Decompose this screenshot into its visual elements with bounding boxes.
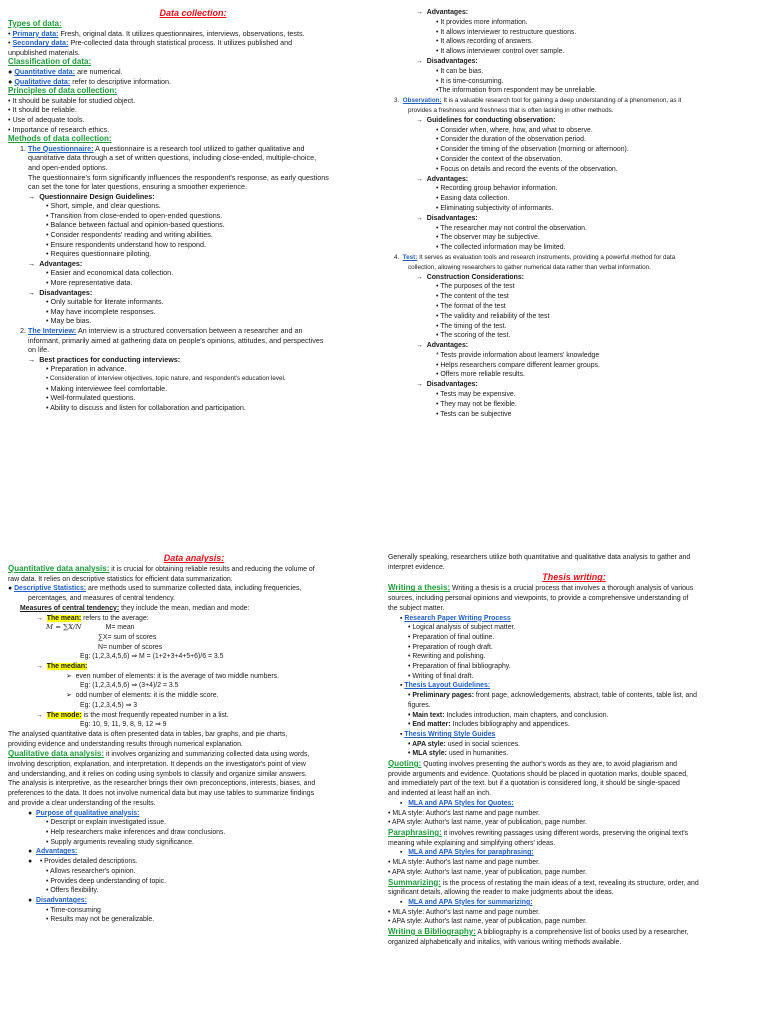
list-item: • Consider the timing of the observation (morning or afternoon). xyxy=(436,146,629,154)
text-line: meaning while explaining and simplifying others' ideas. xyxy=(388,839,556,847)
text-line: raw data. It relies on descriptive statistics for efficient data summarization. xyxy=(8,575,233,583)
median-even: ➢ even number of elements: it is the average of two middle numbers. xyxy=(66,672,279,680)
list-item: • Balance between factual and opinion-based questions. xyxy=(46,220,225,230)
list-item: • Use of adequate tools. xyxy=(8,114,85,124)
mp-heading: ▪ MLA and APA Styles for paraphrasing: xyxy=(400,849,534,857)
heading-methods: Methods of data collection: xyxy=(8,134,112,144)
text-line: providing evidence and understanding results through numerical explanation. xyxy=(8,740,243,748)
text-line: and provide a clear understanding of the results. xyxy=(8,799,156,807)
list-item: • APA style: Author's last name, year of publication, page number. xyxy=(388,868,587,876)
text-line: informant, primarily aimed at gathering data on people's opinions, attitudes, and perspectives xyxy=(28,335,324,345)
list-item: • Preparation of final bibliography. xyxy=(408,663,511,671)
item-secondary-data-cont: unpublished materials. xyxy=(8,47,80,57)
list-item: • Tests can be subjective xyxy=(436,410,512,418)
list-item: • The observer may be subjective. xyxy=(436,234,540,242)
mq-heading: ▪ MLA and APA Styles for Quotes: xyxy=(400,799,514,807)
list-item: • Easier and economical data collection. xyxy=(46,268,174,278)
method-interview: 2. The Interview: An interview is a structured conversation between a researcher and an xyxy=(20,326,303,335)
apa-style: • APA style: used in social sciences. xyxy=(408,740,521,748)
subheading-disadvantages: → Disadvantages: xyxy=(28,287,93,297)
text-line: ∑X= sum of scores xyxy=(98,633,157,641)
list-item: • Short, simple, and clear questions. xyxy=(46,201,161,211)
text-line: The analysis is interpretive, as the researcher brings their own preconceptions, interests, biases, and xyxy=(8,780,316,788)
descriptive-statistics: ● Descriptive Statistics: are methods used to summarize collected data, including frequencies, xyxy=(8,585,302,593)
summarizing: Summarizing: is the process of restating the main ideas of a text, revealing its structure, order, and xyxy=(388,877,699,887)
heading-classification: Classification of data: xyxy=(8,57,92,67)
text-line: quantitative data through a set of written questions, including close-ended, multiple-choice, xyxy=(28,153,317,163)
list-item: • Descript or explain investigated issue. xyxy=(46,819,166,827)
text-line: and immediately part of the text. but if a quotation is considered long, it should be single-spaced xyxy=(388,780,680,788)
quoting: Quoting: Quoting involves presenting the author's words as they are, to avoid plagiarism and xyxy=(388,759,677,769)
section-title-thesis-writing: Thesis writing: xyxy=(542,572,606,583)
list-item: • Consider the context of the observation. xyxy=(436,155,563,163)
paraphrasing: Paraphrasing: it involves rewriting passages using different words, preserving the original text's xyxy=(388,827,689,837)
subheading-advantages: → Advantages: xyxy=(28,258,83,268)
measures-central-tendency: Measures of central tendency: they include the mean, median and mode: xyxy=(20,604,250,612)
list-item: • MLA style: Author's last name and page number. xyxy=(388,859,540,867)
list-item: • MLA style: Author's last name and page number. xyxy=(388,908,540,916)
qualitative-analysis: Qualitative data analysis: it involves organizing and summarizing collected data using words, xyxy=(8,749,310,759)
text-line: collection, allowing researchers to gather numerical data rather than verbal information. xyxy=(408,263,651,271)
text-line: interpret evidence. xyxy=(388,563,445,571)
list-item: • Writing of final draft. xyxy=(408,672,474,680)
list-item: • Easing data collection. xyxy=(436,195,510,203)
mode-row: → The mode: is the most frequently repeated number in a list. xyxy=(36,711,229,719)
preliminary-pages: • Preliminary pages: front page, acknowledgements, abstract, table of contents, table list, and xyxy=(408,692,697,700)
list-item: • The purposes of the test xyxy=(436,283,515,291)
list-item: • Eliminating subjectivity of informants. xyxy=(436,204,554,212)
text-line: and indented at least half an inch. xyxy=(388,790,492,798)
list-item: • Ensure respondents understand how to respond. xyxy=(46,239,206,249)
list-item: • It provides more information. xyxy=(436,18,528,26)
qual-disadvantages-heading: ● Disadvantages: xyxy=(28,896,87,904)
list-item: •The information from respondent may be unreliable. xyxy=(436,87,597,95)
list-item: • More representative data. xyxy=(46,278,133,288)
subheading-questionnaire-design: → Questionnaire Design Guidelines: xyxy=(28,191,155,201)
list-item: • Allows researcher's opinion. xyxy=(46,867,136,875)
list-item: • It can be bias. xyxy=(436,67,484,75)
end-matter: • End matter: Includes bibliography and appendices. xyxy=(408,721,570,729)
text-line: The questionnaire's form significantly influences the respondent's response, as early questions xyxy=(28,172,329,182)
list-item: • The validity and reliability of the test xyxy=(436,312,550,320)
list-item: • MLA style: Author's last name and page number. xyxy=(388,809,540,817)
method-observation: 3. Observation: It is a valuable research tool for gaining a deep understanding of a phenomenon, as it xyxy=(394,97,682,105)
list-item: • It is time-consuming. xyxy=(436,77,504,85)
list-item: • Logical analysis of subject matter. xyxy=(408,624,516,632)
text-line: organized alphabetically and initalics, with various writing methods available. xyxy=(388,938,622,946)
subheading-interview-advantages: → Advantages: xyxy=(416,9,469,16)
subheading-interview-disadvantages: → Disadvantages: xyxy=(416,57,478,65)
quantitative-analysis: Quantitative data analysis: it is crucial for obtaining reliable results and reducing the volume of xyxy=(8,564,315,573)
heading-principles: Principles of data collection: xyxy=(8,86,117,96)
median-example-odd: Eg: (1,2,3,4,5) ⇒ 3 xyxy=(80,701,138,709)
list-item: • Consideration of interview objectives, topic nature, and respondent's education level. xyxy=(46,374,286,382)
list-item: * Tests provide information about learners' knowledge xyxy=(436,351,600,359)
subheading-observation-guidelines: → Guidelines for conducting observation: xyxy=(416,116,556,124)
list-item: ● • Provides detailed descriptions. xyxy=(28,858,138,866)
data-analysis-column xyxy=(8,553,380,925)
mla-style: • MLA style: used in humanities. xyxy=(408,750,509,758)
subheading-construction: → Construction Considerations: xyxy=(416,273,524,281)
list-item: • The researcher may not control the observation. xyxy=(436,224,587,232)
subheading-observation-disadvantages: → Disadvantages: xyxy=(416,214,478,222)
main-text: • Main text: Includes introduction, main chapters, and conclusion. xyxy=(408,711,609,719)
text-line: on life. xyxy=(28,345,50,355)
list-item: • It allows interviewer control over sample. xyxy=(436,48,565,56)
mode-example: Eg: 10, 9, 11, 9, 8, 9, 12 ⇒ 9 xyxy=(80,721,167,729)
rwp-heading: ▪ Research Paper Writing Process xyxy=(400,614,511,622)
thesis-writing-column xyxy=(388,553,760,947)
list-item: • It should be suitable for studied object. xyxy=(8,95,136,105)
text-line: the subject matter. xyxy=(388,604,445,612)
principles-list xyxy=(8,96,378,134)
list-item: • Consider the duration of the observation period. xyxy=(436,136,586,144)
list-item: • Transition from close-ended to open-ended questions. xyxy=(46,210,223,220)
list-item: • The format of the test xyxy=(436,302,506,310)
tlg-heading: ▪ Thesis Layout Guidelines: xyxy=(400,682,491,690)
method-questionnaire: 1. The Questionnaire: A questionnaire is a research tool utilized to gather qualitative and xyxy=(20,143,305,153)
list-item: • Help researchers make inferences and draw conclusions. xyxy=(46,828,226,836)
text-line: figures. xyxy=(408,701,431,709)
list-item: • The scoring of the test. xyxy=(436,332,511,340)
list-item: • They may not be flexible. xyxy=(436,400,517,408)
purpose-heading: ● Purpose of qualitative analysis: xyxy=(28,809,140,817)
list-item: • The collected information may be limited. xyxy=(436,244,566,252)
list-item: • Supply arguments revealing study significance. xyxy=(46,838,194,846)
subheading-test-disadvantages: → Disadvantages: xyxy=(416,381,478,389)
section-title-data-analysis: Data analysis: xyxy=(163,553,225,563)
list-item: • Consider respondents' reading and writing abilities. xyxy=(46,230,213,240)
list-item: • Ability to discuss and listen for collaboration and participation. xyxy=(46,402,246,412)
list-item: • Importance of research ethics. xyxy=(8,124,110,134)
list-item: • Results may not be generalizable. xyxy=(46,916,155,924)
item-primary-data: • Primary data: Fresh, original data. It utilizes questionnaires, interviews, observations, tests. xyxy=(8,28,305,38)
text-line: can set the tone for later questions, ensuring a smoother experience. xyxy=(28,182,247,192)
list-item: • Consider when, where, how, and what to observe. xyxy=(436,126,593,134)
writing-thesis: Writing a thesis: Writing a thesis is a crucial process that involves a thorough analysis of various xyxy=(388,583,694,593)
list-item: • APA style: Author's last name, year of publication, page number. xyxy=(388,918,587,926)
bibliography: Writing a Bibliography: A bibliography is a comprehensive list of books used by a researcher, xyxy=(388,927,689,937)
list-item: • It should be reliable. xyxy=(8,105,77,115)
item-secondary-data: • Secondary data: Pre-collected data through statistical process. It utilizes published and xyxy=(8,38,293,48)
mean-example: Eg: (1,2,3,4,5,6) ⇒ M = (1+2+3+4+5+6)/6 = 3.5 xyxy=(80,653,224,661)
list-item: • Preparation of final outline. xyxy=(408,633,495,641)
text-line: percentages, and measures of central tendency. xyxy=(28,595,175,603)
median-row: → The median: xyxy=(36,663,88,671)
section-title-data-collection: Data collection: xyxy=(159,8,227,18)
list-item: • Making interviewee feel comfortable. xyxy=(46,383,168,393)
tws-heading: ▪ Thesis Writing Style Guides xyxy=(400,730,496,738)
subheading-observation-advantages: → Advantages: xyxy=(416,175,469,183)
text-line: and understanding, and it relies on coding using symbols to classify and organize similar answers. xyxy=(8,770,307,778)
text-line: significant details, allowing the reader to make judgments about the ideas. xyxy=(388,889,614,897)
text-line: involving description, explanation, and interpretation. It depends on the investigator's point of view xyxy=(8,761,306,769)
mean-row: → The mean: refers to the average: xyxy=(36,614,149,622)
list-item: • Offers flexibility. xyxy=(46,887,99,895)
subheading-test-advantages: → Advantages: xyxy=(416,342,469,350)
list-item: • Tests may be expensive. xyxy=(436,391,516,399)
list-item: • It allows recording of answers. xyxy=(436,38,534,46)
median-odd: ➢ odd number of elements: it is the middle score. xyxy=(66,692,219,700)
list-item: • Provides deep understanding of topic. xyxy=(46,877,167,885)
list-item: • Only suitable for literate informants. xyxy=(46,297,164,307)
text-line: N= number of scores xyxy=(98,643,163,651)
text-line: provide arguments and evidence. Quotations should be placed in quotation marks, double spaced, xyxy=(388,770,688,778)
list-item: • Focus on details and record the events of the observation. xyxy=(436,165,618,173)
list-item: • Offers more reliable results. xyxy=(436,371,525,379)
subheading-best-practices: → Best practices for conducting interviews: xyxy=(28,354,181,364)
mean-formula-row: M = ∑X/N M= mean xyxy=(46,623,135,632)
list-item: • May be bias. xyxy=(46,316,92,326)
item-qualitative: ● Qualitative data: refer to descriptive information. xyxy=(8,76,171,86)
list-item: • The timing of the test. xyxy=(436,322,507,330)
list-item: • Well-formulated questions. xyxy=(46,393,136,403)
list-item: • Rewriting and polishing. xyxy=(408,653,486,661)
list-item: • Preparation of rough draft. xyxy=(408,643,493,651)
text-line: The analysed quantitative data is often presented data in tables, bar graphs, and pie charts, xyxy=(8,730,288,738)
heading-types-of-data: Types of data: xyxy=(8,19,62,28)
text-line: preferences to the data. It does not involve numerical data but may use tables to summarize findings xyxy=(8,790,315,798)
median-example-even: Eg: (1,2,3,4,5,6) ⇒ (3+4)/2 = 3.5 xyxy=(80,682,179,690)
list-item: • Recording group behavior information. xyxy=(436,185,558,193)
list-item: • Preparation in advance. xyxy=(46,364,127,374)
text-line: sources, including personal opinions and viewpoints, to provide a comprehensive understanding of xyxy=(388,595,689,603)
list-item: • Time-consuming xyxy=(46,906,101,914)
qual-advantages-heading: ● Advantages: xyxy=(28,848,78,856)
data-collection-column-right xyxy=(388,8,760,419)
list-item: • It allows interviewer to restructure questions. xyxy=(436,28,577,36)
text-line: and open-ended options. xyxy=(28,162,108,172)
list-item: • May have incomplete responses. xyxy=(46,306,156,316)
list-item: • APA style: Author's last name, year of publication, page number. xyxy=(388,819,587,827)
text-line: provides a freshness and freshness that is often lacking in other methods. xyxy=(408,106,614,114)
list-item: • Requires questionnaire piloting. xyxy=(46,249,152,259)
list-item: • The content of the test xyxy=(436,293,509,301)
item-quantitative: ● Quantitative data: are numerical. xyxy=(8,66,123,76)
ms-heading: ▪ MLA and APA Styles for summarizing: xyxy=(400,898,533,906)
list-item: • Helps researchers compare different learner groups. xyxy=(436,361,600,369)
method-test: 4. Test: It serves as evaluation tools and research instruments, providing a powerful method for data xyxy=(394,253,676,261)
data-collection-column-left xyxy=(8,8,378,412)
text-line: Generally speaking, researchers utilize both quantitative and qualitative data analysis to gather and xyxy=(388,554,691,561)
